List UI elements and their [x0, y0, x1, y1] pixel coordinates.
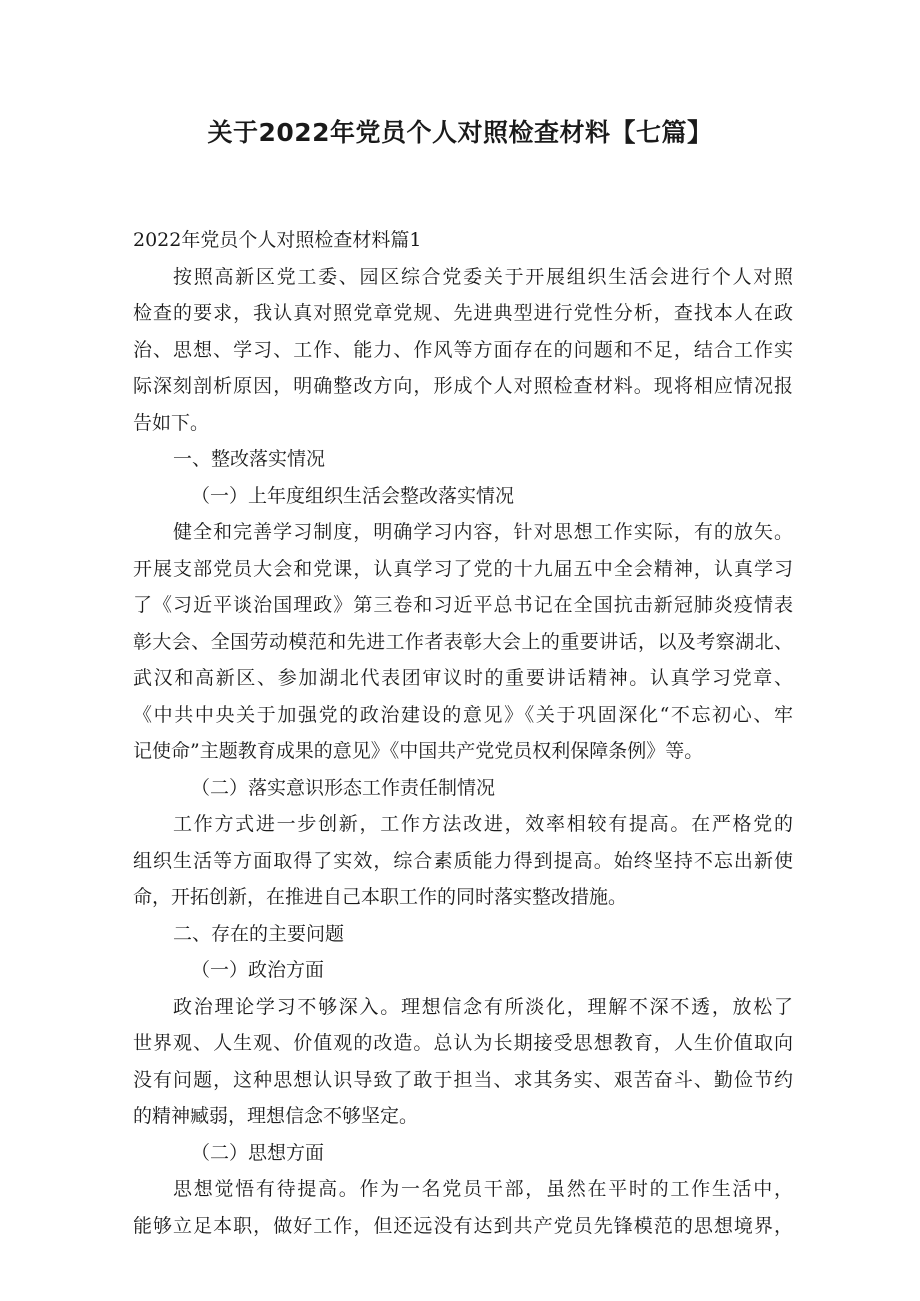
- body-line: 武汉和高新区、参加湖北代表团审议时的重要讲话精神。认真学习党章、: [133, 667, 793, 689]
- body-line: 2022年党员个人对照检查材料篇1: [133, 229, 422, 251]
- document-body: [133, 222, 793, 1244]
- body-line: （一）上年度组织生活会整改落实情况: [191, 484, 515, 507]
- body-line: 命，开拓创新，在推进自己本职工作的同时落实整改措施。: [133, 886, 628, 908]
- body-line: 记使命”主题教育成果的意见》《中国共产党党员权利保障条例》等。: [133, 740, 704, 762]
- body-line: 彰大会、全国劳动模范和先进工作者表彰大会上的重要讲话，以及考察湖北、: [133, 630, 793, 653]
- body-line: 了《习近平谈治国理政》第三卷和习近平总书记在全国抗击新冠肺炎疫情表: [133, 594, 793, 616]
- body-line: 二、存在的主要问题: [173, 922, 345, 945]
- body-line: 的精神臧弱，理想信念不够坚定。: [133, 1105, 419, 1127]
- body-line: 治、思想、学习、工作、能力、作风等方面存在的问题和不足，结合工作实: [133, 338, 793, 361]
- body-line: 工作方式进一步创新，工作方法改进，效率相较有提高。在严格党的: [173, 813, 793, 835]
- body-line: 际深刻剖析原因，明确整改方向，形成个人对照检查材料。现将相应情况报: [133, 375, 793, 397]
- body-line: 思想觉悟有待提高。作为一名党员干部，虽然在平时的工作生活中，: [173, 1178, 793, 1200]
- body-line: （二）落实意识形态工作责任制情况: [191, 776, 496, 799]
- body-line: 没有问题，这种思想认识导致了敢于担当、求其务实、艰苦奋斗、勤俭节约: [133, 1068, 793, 1091]
- body-line: 一、整改落实情况: [173, 448, 326, 470]
- body-line: 组织生活等方面取得了实效，综合素质能力得到提高。始终坚持不忘出新使: [133, 849, 793, 872]
- body-line: 按照高新区党工委、园区综合党委关于开展组织生活会进行个人对照: [173, 265, 793, 288]
- body-line: 开展支部党员大会和党课，认真学习了党的十九届五中全会精神，认真学习: [133, 557, 793, 580]
- body-line: 健全和完善学习制度，明确学习内容，针对思想工作实际，有的放矢。: [173, 521, 793, 543]
- body-line: 告如下。: [133, 411, 210, 434]
- body-line: （一）政治方面: [191, 959, 325, 981]
- body-line: 政治理论学习不够深入。理想信念有所淡化，理解不深不透，放松了: [173, 995, 793, 1018]
- body-line: 能够立足本职，做好工作，但还远没有达到共产党员先锋模范的思想境界，: [133, 1214, 793, 1237]
- body-line: 检查的要求，我认真对照党章党规、先进典型进行党性分析，查找本人在政: [133, 302, 793, 324]
- body-line: 《中共中央关于加强党的政治建设的意见》《关于巩固深化“不忘初心、牢: [133, 703, 793, 726]
- body-line: （二）思想方面: [191, 1141, 325, 1164]
- body-line: 世界观、人生观、价值观的改造。总认为长期接受思想教育，人生价值取向: [133, 1032, 793, 1054]
- document-title: 关于2022年党员个人对照检查材料【七篇】: [207, 118, 713, 147]
